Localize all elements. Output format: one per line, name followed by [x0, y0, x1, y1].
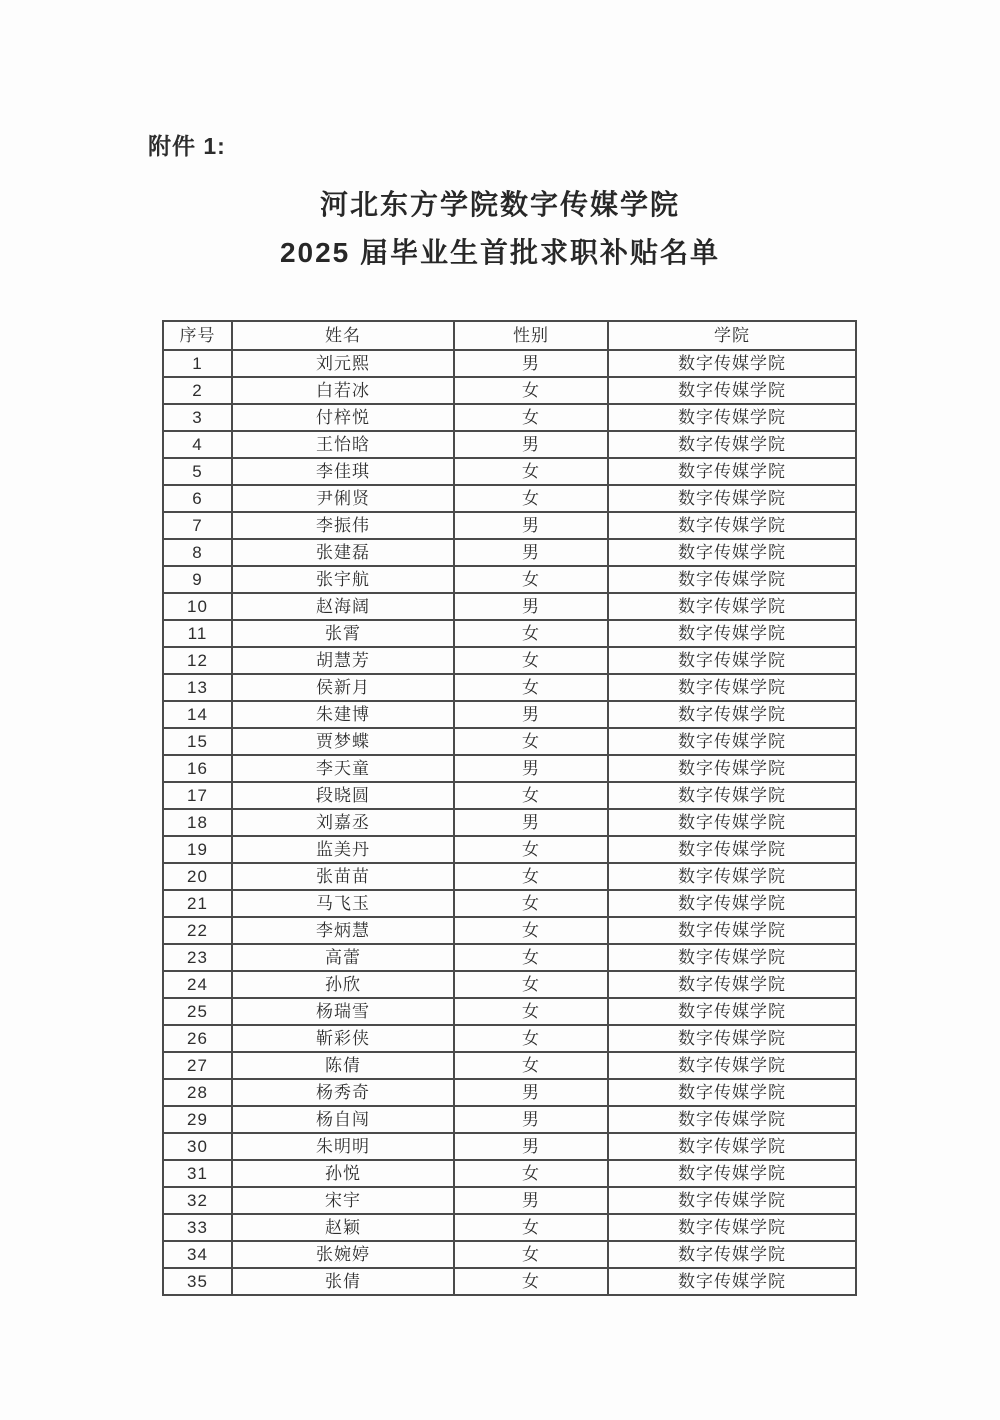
table-row [163, 1160, 856, 1187]
table-cell: 5 [163, 458, 232, 485]
table-cell: 29 [163, 1106, 232, 1133]
table-cell: 女 [454, 647, 608, 674]
table-cell: 31 [163, 1160, 232, 1187]
table-cell: 贾梦蝶 [232, 728, 454, 755]
table-cell: 3 [163, 404, 232, 431]
table-cell: 数字传媒学院 [608, 971, 856, 998]
table-row [163, 944, 856, 971]
table-cell: 数字传媒学院 [608, 485, 856, 512]
document-subtitle: 2025 届毕业生首批求职补贴名单 [279, 237, 721, 268]
table-cell: 女 [454, 620, 608, 647]
table-row [163, 782, 856, 809]
table-cell: 数字传媒学院 [608, 1106, 856, 1133]
table-cell: 数字传媒学院 [608, 809, 856, 836]
table-cell: 34 [163, 1241, 232, 1268]
table-row [163, 971, 856, 998]
table-cell: 2 [163, 377, 232, 404]
column-header-college: 学院 [608, 321, 856, 350]
table-cell: 13 [163, 674, 232, 701]
table-cell: 女 [454, 917, 608, 944]
table-cell: 朱明明 [232, 1133, 454, 1160]
table-row [163, 458, 856, 485]
table-cell: 数字传媒学院 [608, 1052, 856, 1079]
table-row [163, 377, 856, 404]
table-cell: 15 [163, 728, 232, 755]
table-cell: 孙欣 [232, 971, 454, 998]
table-cell: 男 [454, 1133, 608, 1160]
table-cell: 数字传媒学院 [608, 917, 856, 944]
table-cell: 30 [163, 1133, 232, 1160]
roster-table [162, 320, 857, 1296]
table-cell: 高蕾 [232, 944, 454, 971]
table-cell: 赵颖 [232, 1214, 454, 1241]
table-cell: 男 [454, 1187, 608, 1214]
table-cell: 女 [454, 971, 608, 998]
table-cell: 刘元熙 [232, 350, 454, 377]
table-cell: 男 [454, 1106, 608, 1133]
table-cell: 4 [163, 431, 232, 458]
table-cell: 付梓悦 [232, 404, 454, 431]
table-cell: 女 [454, 566, 608, 593]
table-cell: 数字传媒学院 [608, 404, 856, 431]
table-cell: 数字传媒学院 [608, 350, 856, 377]
table-row [163, 1133, 856, 1160]
table-row [163, 566, 856, 593]
table-cell: 28 [163, 1079, 232, 1106]
table-cell: 8 [163, 539, 232, 566]
table-row [163, 917, 856, 944]
table-cell: 女 [454, 836, 608, 863]
table-cell: 李天童 [232, 755, 454, 782]
table-row [163, 1106, 856, 1133]
table-cell: 数字传媒学院 [608, 647, 856, 674]
table-cell: 数字传媒学院 [608, 782, 856, 809]
column-header-index: 序号 [163, 321, 232, 350]
table-cell: 女 [454, 404, 608, 431]
table-cell: 数字传媒学院 [608, 944, 856, 971]
table-cell: 数字传媒学院 [608, 539, 856, 566]
table-cell: 张婉婷 [232, 1241, 454, 1268]
table-row [163, 1079, 856, 1106]
table-row [163, 620, 856, 647]
table-cell: 19 [163, 836, 232, 863]
table-cell: 27 [163, 1052, 232, 1079]
table-cell: 张苗苗 [232, 863, 454, 890]
table-cell: 张宇航 [232, 566, 454, 593]
document-title: 河北东方学院数字传媒学院 [319, 189, 680, 220]
table-cell: 数字传媒学院 [608, 1214, 856, 1241]
table-cell: 胡慧芳 [232, 647, 454, 674]
table-row [163, 701, 856, 728]
table-cell: 李佳琪 [232, 458, 454, 485]
table-cell: 数字传媒学院 [608, 836, 856, 863]
table-cell: 白若冰 [232, 377, 454, 404]
table-cell: 马飞玉 [232, 890, 454, 917]
table-cell: 女 [454, 377, 608, 404]
table-row [163, 1241, 856, 1268]
table-cell: 男 [454, 809, 608, 836]
table-cell: 男 [454, 1079, 608, 1106]
table-cell: 朱建博 [232, 701, 454, 728]
table-cell: 21 [163, 890, 232, 917]
table-body [163, 350, 856, 1295]
table-cell: 女 [454, 1025, 608, 1052]
table-cell: 女 [454, 728, 608, 755]
table-cell: 李炳慧 [232, 917, 454, 944]
table-cell: 数字传媒学院 [608, 512, 856, 539]
table-row [163, 1268, 856, 1295]
table-cell: 数字传媒学院 [608, 863, 856, 890]
table-cell: 数字传媒学院 [608, 1268, 856, 1295]
table-row [163, 539, 856, 566]
table-cell: 数字传媒学院 [608, 701, 856, 728]
table-row [163, 404, 856, 431]
table-cell: 男 [454, 350, 608, 377]
column-header-gender: 性别 [454, 321, 608, 350]
table-cell: 16 [163, 755, 232, 782]
column-header-name: 姓名 [232, 321, 454, 350]
table-cell: 33 [163, 1214, 232, 1241]
table-cell: 女 [454, 1160, 608, 1187]
table-row [163, 755, 856, 782]
table-row [163, 593, 856, 620]
table-cell: 20 [163, 863, 232, 890]
table-cell: 宋宇 [232, 1187, 454, 1214]
table-row [163, 350, 856, 377]
table-cell: 数字传媒学院 [608, 890, 856, 917]
table-header-row [163, 321, 856, 350]
attachment-label: 附件 1: [148, 133, 226, 159]
table-cell: 孙悦 [232, 1160, 454, 1187]
table-cell: 11 [163, 620, 232, 647]
table-cell: 数字传媒学院 [608, 593, 856, 620]
table-cell: 女 [454, 998, 608, 1025]
table-cell: 数字传媒学院 [608, 620, 856, 647]
table-cell: 监美丹 [232, 836, 454, 863]
table-cell: 数字传媒学院 [608, 1133, 856, 1160]
table-cell: 14 [163, 701, 232, 728]
table-cell: 男 [454, 755, 608, 782]
table-cell: 数字传媒学院 [608, 1079, 856, 1106]
table-cell: 张霄 [232, 620, 454, 647]
table-row [163, 512, 856, 539]
table-cell: 数字传媒学院 [608, 755, 856, 782]
table-cell: 数字传媒学院 [608, 566, 856, 593]
table-cell: 男 [454, 593, 608, 620]
table-cell: 女 [454, 1241, 608, 1268]
table-row [163, 674, 856, 701]
table-cell: 数字传媒学院 [608, 1241, 856, 1268]
table-row [163, 890, 856, 917]
table-row [163, 809, 856, 836]
table-cell: 数字传媒学院 [608, 998, 856, 1025]
table-row [163, 1187, 856, 1214]
table-cell: 尹俐贤 [232, 485, 454, 512]
table-cell: 男 [454, 512, 608, 539]
table-cell: 男 [454, 431, 608, 458]
table-cell: 女 [454, 1268, 608, 1295]
table-cell: 王怡晗 [232, 431, 454, 458]
table-cell: 32 [163, 1187, 232, 1214]
table-cell: 数字传媒学院 [608, 458, 856, 485]
table-cell: 靳彩侠 [232, 1025, 454, 1052]
table-cell: 数字传媒学院 [608, 1025, 856, 1052]
table-cell: 12 [163, 647, 232, 674]
table-cell: 女 [454, 782, 608, 809]
table-cell: 22 [163, 917, 232, 944]
table-cell: 9 [163, 566, 232, 593]
table-cell: 杨瑞雪 [232, 998, 454, 1025]
table-cell: 男 [454, 539, 608, 566]
table-row [163, 1214, 856, 1241]
table-cell: 10 [163, 593, 232, 620]
table-row [163, 863, 856, 890]
table-row [163, 1052, 856, 1079]
table-cell: 女 [454, 458, 608, 485]
table-cell: 女 [454, 944, 608, 971]
table-cell: 女 [454, 863, 608, 890]
table-cell: 张建磊 [232, 539, 454, 566]
table-cell: 1 [163, 350, 232, 377]
table-cell: 男 [454, 701, 608, 728]
table-cell: 7 [163, 512, 232, 539]
table-cell: 刘嘉丞 [232, 809, 454, 836]
table-cell: 李振伟 [232, 512, 454, 539]
table-cell: 数字传媒学院 [608, 1160, 856, 1187]
table-row [163, 1025, 856, 1052]
table-cell: 女 [454, 1052, 608, 1079]
table-cell: 侯新月 [232, 674, 454, 701]
table-cell: 数字传媒学院 [608, 431, 856, 458]
table-cell: 女 [454, 1214, 608, 1241]
table-cell: 25 [163, 998, 232, 1025]
table-cell: 张倩 [232, 1268, 454, 1295]
table-cell: 赵海阔 [232, 593, 454, 620]
table-cell: 杨自闯 [232, 1106, 454, 1133]
table-cell: 6 [163, 485, 232, 512]
table-cell: 26 [163, 1025, 232, 1052]
table-cell: 数字传媒学院 [608, 377, 856, 404]
table-cell: 18 [163, 809, 232, 836]
table-cell: 数字传媒学院 [608, 674, 856, 701]
table-cell: 女 [454, 674, 608, 701]
table-cell: 女 [454, 485, 608, 512]
table-cell: 女 [454, 890, 608, 917]
table-cell: 陈倩 [232, 1052, 454, 1079]
table-cell: 杨秀奇 [232, 1079, 454, 1106]
table-cell: 段晓圆 [232, 782, 454, 809]
table-row [163, 998, 856, 1025]
table-cell: 35 [163, 1268, 232, 1295]
table-cell: 17 [163, 782, 232, 809]
table-row [163, 647, 856, 674]
table-cell: 24 [163, 971, 232, 998]
table-cell: 23 [163, 944, 232, 971]
table-cell: 数字传媒学院 [608, 728, 856, 755]
table-row [163, 485, 856, 512]
table-row [163, 728, 856, 755]
table-row [163, 836, 856, 863]
table-cell: 数字传媒学院 [608, 1187, 856, 1214]
table-row [163, 431, 856, 458]
